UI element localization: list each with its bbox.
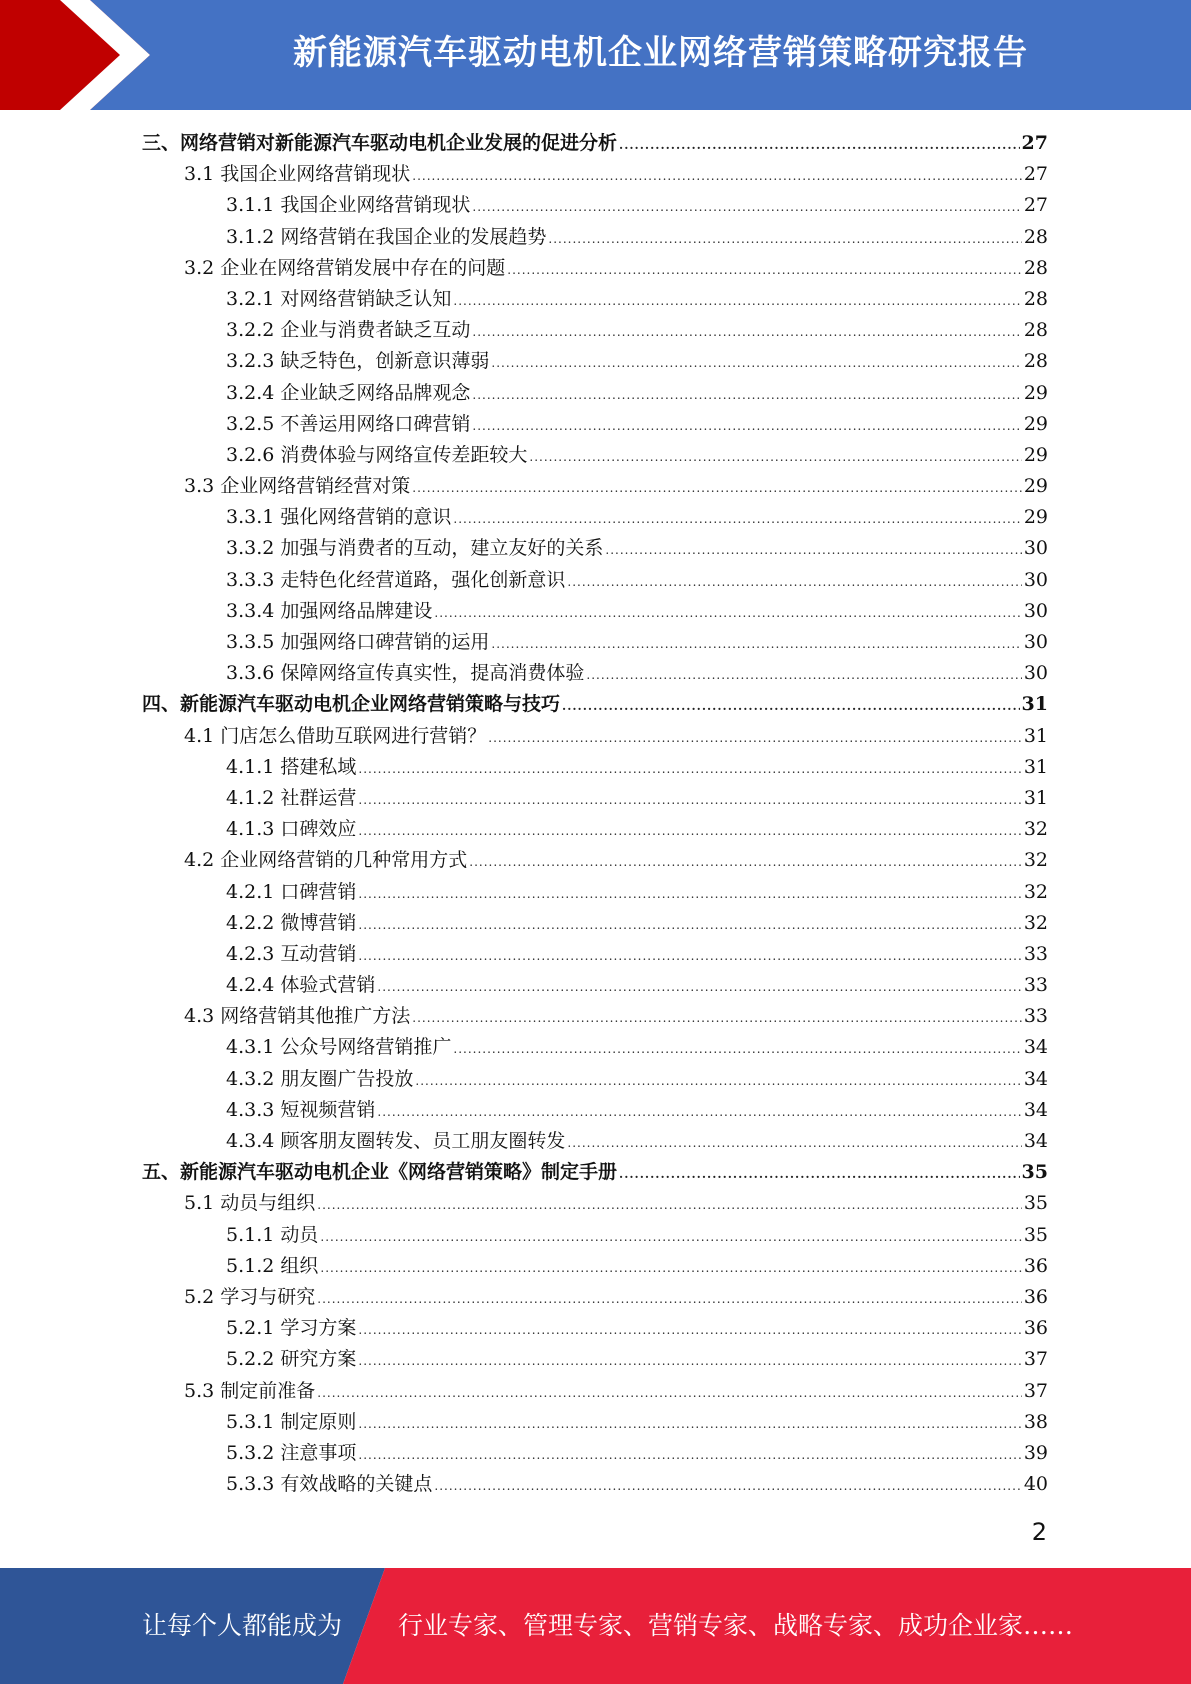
toc-entry[interactable] bbox=[142, 1407, 1048, 1438]
toc-entry[interactable] bbox=[142, 596, 1048, 627]
toc-entry[interactable] bbox=[142, 845, 1048, 876]
toc-entry-page: 31 bbox=[1023, 786, 1048, 809]
toc-entry[interactable] bbox=[142, 1282, 1048, 1313]
toc-entry-page: 28 bbox=[1023, 287, 1048, 310]
toc-entry-page: 36 bbox=[1023, 1254, 1048, 1277]
toc-entry-title: 4.3.4 顾客朋友圈转发、员工朋友圈转发 bbox=[226, 1130, 566, 1152]
toc-entry-page: 28 bbox=[1023, 225, 1048, 248]
toc-entry[interactable] bbox=[142, 378, 1048, 409]
toc-entry-page: 27 bbox=[1023, 163, 1048, 186]
toc-dot-leader bbox=[377, 972, 1021, 1003]
toc-entry-page: 36 bbox=[1023, 1317, 1048, 1340]
toc-entry-title: 3.1.1 我国企业网络营销现状 bbox=[226, 194, 471, 217]
toc-entry[interactable] bbox=[142, 1376, 1048, 1407]
toc-entry[interactable] bbox=[142, 1469, 1048, 1500]
toc-entry-page: 30 bbox=[1023, 537, 1048, 560]
toc-dot-leader bbox=[619, 1159, 1020, 1190]
page-number: 2 bbox=[1031, 1518, 1047, 1546]
toc-entry-page: 32 bbox=[1023, 880, 1048, 903]
toc-dot-leader bbox=[453, 1034, 1021, 1065]
toc-entry[interactable] bbox=[142, 658, 1048, 689]
toc-entry[interactable] bbox=[142, 1220, 1048, 1251]
toc-entry-page: 29 bbox=[1023, 475, 1048, 498]
toc-entry-page: 31 bbox=[1023, 724, 1048, 747]
toc-dot-leader bbox=[507, 255, 1022, 286]
toc-entry-title: 5.2.2 研究方案 bbox=[226, 1348, 357, 1371]
toc-entry-page: 34 bbox=[1023, 1067, 1048, 1090]
toc-dot-leader bbox=[469, 847, 1022, 878]
toc-entry[interactable] bbox=[142, 877, 1048, 908]
toc-dot-leader bbox=[358, 785, 1021, 816]
toc-entry-title: 4.2.3 互动营销 bbox=[226, 942, 357, 965]
toc-entry-page: 28 bbox=[1023, 256, 1048, 279]
toc-entry[interactable] bbox=[142, 814, 1048, 845]
toc-entry-title: 3.2 企业在网络营销发展中存在的问题 bbox=[184, 256, 506, 279]
toc-entry-title: 4.2.4 体验式营销 bbox=[226, 974, 376, 997]
toc-entry-page: 37 bbox=[1023, 1379, 1048, 1402]
toc-entry-title: 4.1.3 口碑效应 bbox=[226, 818, 357, 841]
toc-entry[interactable] bbox=[142, 1126, 1048, 1157]
toc-entry-page: 29 bbox=[1023, 506, 1048, 529]
toc-dot-leader bbox=[529, 442, 1021, 473]
toc-dot-leader bbox=[317, 1190, 1022, 1221]
toc-entry[interactable] bbox=[142, 1344, 1048, 1375]
toc-entry[interactable] bbox=[142, 908, 1048, 939]
toc-dot-leader bbox=[358, 1409, 1021, 1440]
toc-dot-leader bbox=[317, 1378, 1022, 1409]
footer-slogan-right: 行业专家、管理专家、营销专家、战略专家、成功企业家…… bbox=[398, 1611, 1074, 1640]
toc-entry-page: 30 bbox=[1023, 631, 1048, 653]
toc-entry-page: 34 bbox=[1023, 1130, 1048, 1152]
toc-dot-leader bbox=[472, 411, 1021, 442]
toc-entry-title: 5.1 动员与组织 bbox=[184, 1192, 316, 1215]
page-header bbox=[0, 0, 1191, 110]
toc-entry-title: 5.3 制定前准备 bbox=[184, 1379, 316, 1402]
toc-entry-title: 4.3.2 朋友圈广告投放 bbox=[226, 1067, 414, 1090]
toc-dot-leader bbox=[320, 1253, 1021, 1284]
toc-entry-title: 5.2.1 学习方案 bbox=[226, 1317, 357, 1340]
toc-entry-page: 31 bbox=[1023, 755, 1048, 778]
toc-dot-leader bbox=[434, 598, 1021, 629]
toc-entry[interactable] bbox=[142, 970, 1048, 1001]
toc-dot-leader bbox=[472, 192, 1021, 223]
toc-dot-leader bbox=[434, 1471, 1021, 1502]
toc-entry[interactable] bbox=[142, 159, 1048, 190]
toc-dot-leader bbox=[491, 629, 1021, 660]
toc-entry-title: 4.1.2 社群运营 bbox=[226, 786, 357, 809]
toc-entry-page: 28 bbox=[1023, 319, 1048, 342]
toc-dot-leader bbox=[358, 1315, 1021, 1346]
toc-dot-leader bbox=[358, 941, 1021, 972]
toc-entry-page: 29 bbox=[1023, 443, 1048, 466]
toc-entry-title: 3.3.6 保障网络宣传真实性，提高消费体验 bbox=[226, 662, 585, 685]
toc-entry-title: 3.1.2 网络营销在我国企业的发展趋势 bbox=[226, 225, 547, 248]
toc-entry[interactable] bbox=[142, 346, 1048, 377]
toc-dot-leader bbox=[358, 879, 1021, 910]
toc-entry[interactable] bbox=[142, 190, 1048, 221]
toc-entry-page: 36 bbox=[1023, 1285, 1048, 1308]
toc-entry[interactable] bbox=[142, 1032, 1048, 1063]
toc-entry-title: 3.3 企业网络营销经营对策 bbox=[184, 475, 411, 498]
toc-dot-leader bbox=[358, 754, 1021, 785]
toc-dot-leader bbox=[320, 1222, 1021, 1253]
toc-entry-title: 3.2.6 消费体验与网络宣传差距较大 bbox=[226, 443, 528, 466]
toc-dot-leader bbox=[548, 224, 1021, 255]
toc-entry[interactable] bbox=[142, 533, 1048, 564]
toc-entry[interactable] bbox=[142, 502, 1048, 533]
report-title: 新能源汽车驱动电机企业网络营销策略研究报告 bbox=[293, 33, 1028, 73]
toc-entry-title: 3.2.4 企业缺乏网络品牌观念 bbox=[226, 381, 471, 404]
toc-entry[interactable] bbox=[142, 1001, 1048, 1032]
toc-dot-leader bbox=[412, 161, 1022, 192]
toc-entry-title: 3.3.4 加强网络品牌建设 bbox=[226, 599, 433, 622]
toc-entry-title: 3.3.5 加强网络口碑营销的运用 bbox=[226, 631, 490, 653]
toc-entry-page: 29 bbox=[1023, 412, 1048, 435]
toc-entry[interactable] bbox=[142, 939, 1048, 970]
toc-entry-title: 3.3.3 走特色化经营道路，强化创新意识 bbox=[226, 568, 566, 591]
toc-entry-title: 3.2.5 不善运用网络口碑营销 bbox=[226, 412, 471, 435]
toc-entry-title: 3.2.2 企业与消费者缺乏互动 bbox=[226, 319, 471, 342]
toc-entry-page: 39 bbox=[1023, 1441, 1048, 1464]
toc-dot-leader bbox=[586, 660, 1021, 691]
toc-entry-title: 五、新能源汽车驱动电机企业《网络营销策略》制定手册 bbox=[142, 1161, 618, 1184]
toc-entry-title: 4.1.1 搭建私域 bbox=[226, 755, 357, 778]
toc-entry[interactable] bbox=[142, 1064, 1048, 1095]
toc-entry-title: 4.2 企业网络营销的几种常用方式 bbox=[184, 849, 468, 872]
toc-entry[interactable] bbox=[142, 1095, 1048, 1126]
toc-entry-page: 40 bbox=[1023, 1473, 1048, 1496]
toc-entry-title: 4.2.1 口碑营销 bbox=[226, 880, 357, 903]
toc-dot-leader bbox=[317, 1284, 1022, 1315]
toc-entry-page: 37 bbox=[1023, 1348, 1048, 1371]
toc-entry-title: 4.3.1 公众号网络营销推广 bbox=[226, 1036, 452, 1059]
toc-entry-page: 31 bbox=[1021, 693, 1048, 716]
toc-dot-leader bbox=[453, 504, 1021, 535]
toc-entry[interactable] bbox=[142, 783, 1048, 814]
toc-entry-title: 5.3.1 制定原则 bbox=[226, 1410, 357, 1433]
toc-entry-title: 5.3.3 有效战略的关键点 bbox=[226, 1473, 433, 1496]
toc-dot-leader bbox=[358, 1346, 1021, 1377]
toc-entry-title: 5.3.2 注意事项 bbox=[226, 1441, 357, 1464]
toc-dot-leader bbox=[605, 535, 1021, 566]
toc-dot-leader bbox=[619, 130, 1020, 161]
toc-entry-page: 32 bbox=[1023, 818, 1048, 841]
toc-entry-page: 35 bbox=[1023, 1192, 1048, 1215]
toc-dot-leader bbox=[567, 567, 1021, 598]
toc-entry[interactable] bbox=[142, 752, 1048, 783]
toc-entry-title: 3.3.1 强化网络营销的意识 bbox=[226, 506, 452, 529]
toc-entry-page: 27 bbox=[1021, 132, 1048, 154]
toc-entry-page: 27 bbox=[1023, 194, 1048, 217]
toc-entry[interactable] bbox=[142, 721, 1048, 752]
toc-entry-title: 4.3.3 短视频营销 bbox=[226, 1098, 376, 1121]
toc-entry-title: 三、网络营销对新能源汽车驱动电机企业发展的促进分析 bbox=[142, 132, 618, 154]
toc-entry[interactable] bbox=[142, 440, 1048, 471]
toc-entry-page: 32 bbox=[1023, 849, 1048, 872]
toc-entry-page: 34 bbox=[1023, 1036, 1048, 1059]
footer-slogan-left: 让每个人都能成为 bbox=[142, 1611, 343, 1640]
toc-entry-title: 4.2.2 微博营销 bbox=[226, 911, 357, 934]
toc-entry[interactable] bbox=[142, 471, 1048, 502]
toc-entry-title: 3.1 我国企业网络营销现状 bbox=[184, 163, 411, 186]
toc-entry-page: 33 bbox=[1023, 1005, 1048, 1028]
toc-entry[interactable] bbox=[142, 315, 1048, 346]
toc-dot-leader bbox=[491, 348, 1021, 379]
toc-dot-leader bbox=[358, 1440, 1021, 1471]
toc-entry-page: 34 bbox=[1023, 1098, 1048, 1121]
toc-entry-title: 3.2.1 对网络营销缺乏认知 bbox=[226, 287, 452, 310]
toc-entry-title: 4.1 门店怎么借助互联网进行营销？ bbox=[184, 724, 487, 747]
toc-entry-page: 29 bbox=[1023, 381, 1048, 404]
toc-entry[interactable] bbox=[142, 1438, 1048, 1469]
toc-entry[interactable] bbox=[142, 409, 1048, 440]
toc-dot-leader bbox=[567, 1128, 1021, 1159]
table-of-contents bbox=[142, 128, 1048, 1500]
toc-dot-leader bbox=[472, 380, 1021, 411]
toc-dot-leader bbox=[415, 1066, 1021, 1097]
toc-entry-page: 33 bbox=[1023, 942, 1048, 965]
toc-entry-title: 3.3.2 加强与消费者的互动，建立友好的关系 bbox=[226, 537, 604, 560]
toc-entry[interactable] bbox=[142, 565, 1048, 596]
toc-entry-title: 5.2 学习与研究 bbox=[184, 1285, 316, 1308]
toc-dot-leader bbox=[453, 286, 1021, 317]
toc-entry[interactable] bbox=[142, 689, 1048, 720]
toc-entry-page: 35 bbox=[1021, 1161, 1048, 1184]
toc-dot-leader bbox=[412, 473, 1022, 504]
toc-dot-leader bbox=[412, 1003, 1022, 1034]
toc-entry[interactable] bbox=[142, 222, 1048, 253]
toc-entry-title: 5.1.1 动员 bbox=[226, 1223, 319, 1246]
toc-entry[interactable] bbox=[142, 1313, 1048, 1344]
toc-entry-page: 28 bbox=[1023, 350, 1048, 373]
toc-dot-leader bbox=[562, 691, 1020, 722]
toc-entry-title: 5.1.2 组织 bbox=[226, 1254, 319, 1277]
toc-entry[interactable] bbox=[142, 1188, 1048, 1219]
toc-entry[interactable] bbox=[142, 627, 1048, 658]
toc-dot-leader bbox=[488, 723, 1022, 754]
toc-entry-title: 4.3 网络营销其他推广方法 bbox=[184, 1005, 411, 1028]
toc-dot-leader bbox=[472, 317, 1021, 348]
toc-entry-page: 30 bbox=[1023, 599, 1048, 622]
toc-entry[interactable] bbox=[142, 1157, 1048, 1188]
toc-entry[interactable] bbox=[142, 284, 1048, 315]
toc-entry-page: 35 bbox=[1023, 1223, 1048, 1246]
toc-entry[interactable] bbox=[142, 128, 1048, 159]
toc-dot-leader bbox=[358, 910, 1021, 941]
toc-entry-page: 32 bbox=[1023, 911, 1048, 934]
toc-entry-title: 3.2.3 缺乏特色，创新意识薄弱 bbox=[226, 350, 490, 373]
toc-dot-leader bbox=[358, 816, 1021, 847]
toc-entry-page: 33 bbox=[1023, 974, 1048, 997]
toc-entry-title: 四、新能源汽车驱动电机企业网络营销策略与技巧 bbox=[142, 693, 561, 716]
toc-entry-page: 30 bbox=[1023, 568, 1048, 591]
page-footer bbox=[0, 1568, 1191, 1684]
toc-entry[interactable] bbox=[142, 1251, 1048, 1282]
toc-entry-page: 30 bbox=[1023, 662, 1048, 685]
toc-entry[interactable] bbox=[142, 253, 1048, 284]
toc-entry-page: 38 bbox=[1023, 1410, 1048, 1433]
toc-dot-leader bbox=[377, 1097, 1021, 1128]
